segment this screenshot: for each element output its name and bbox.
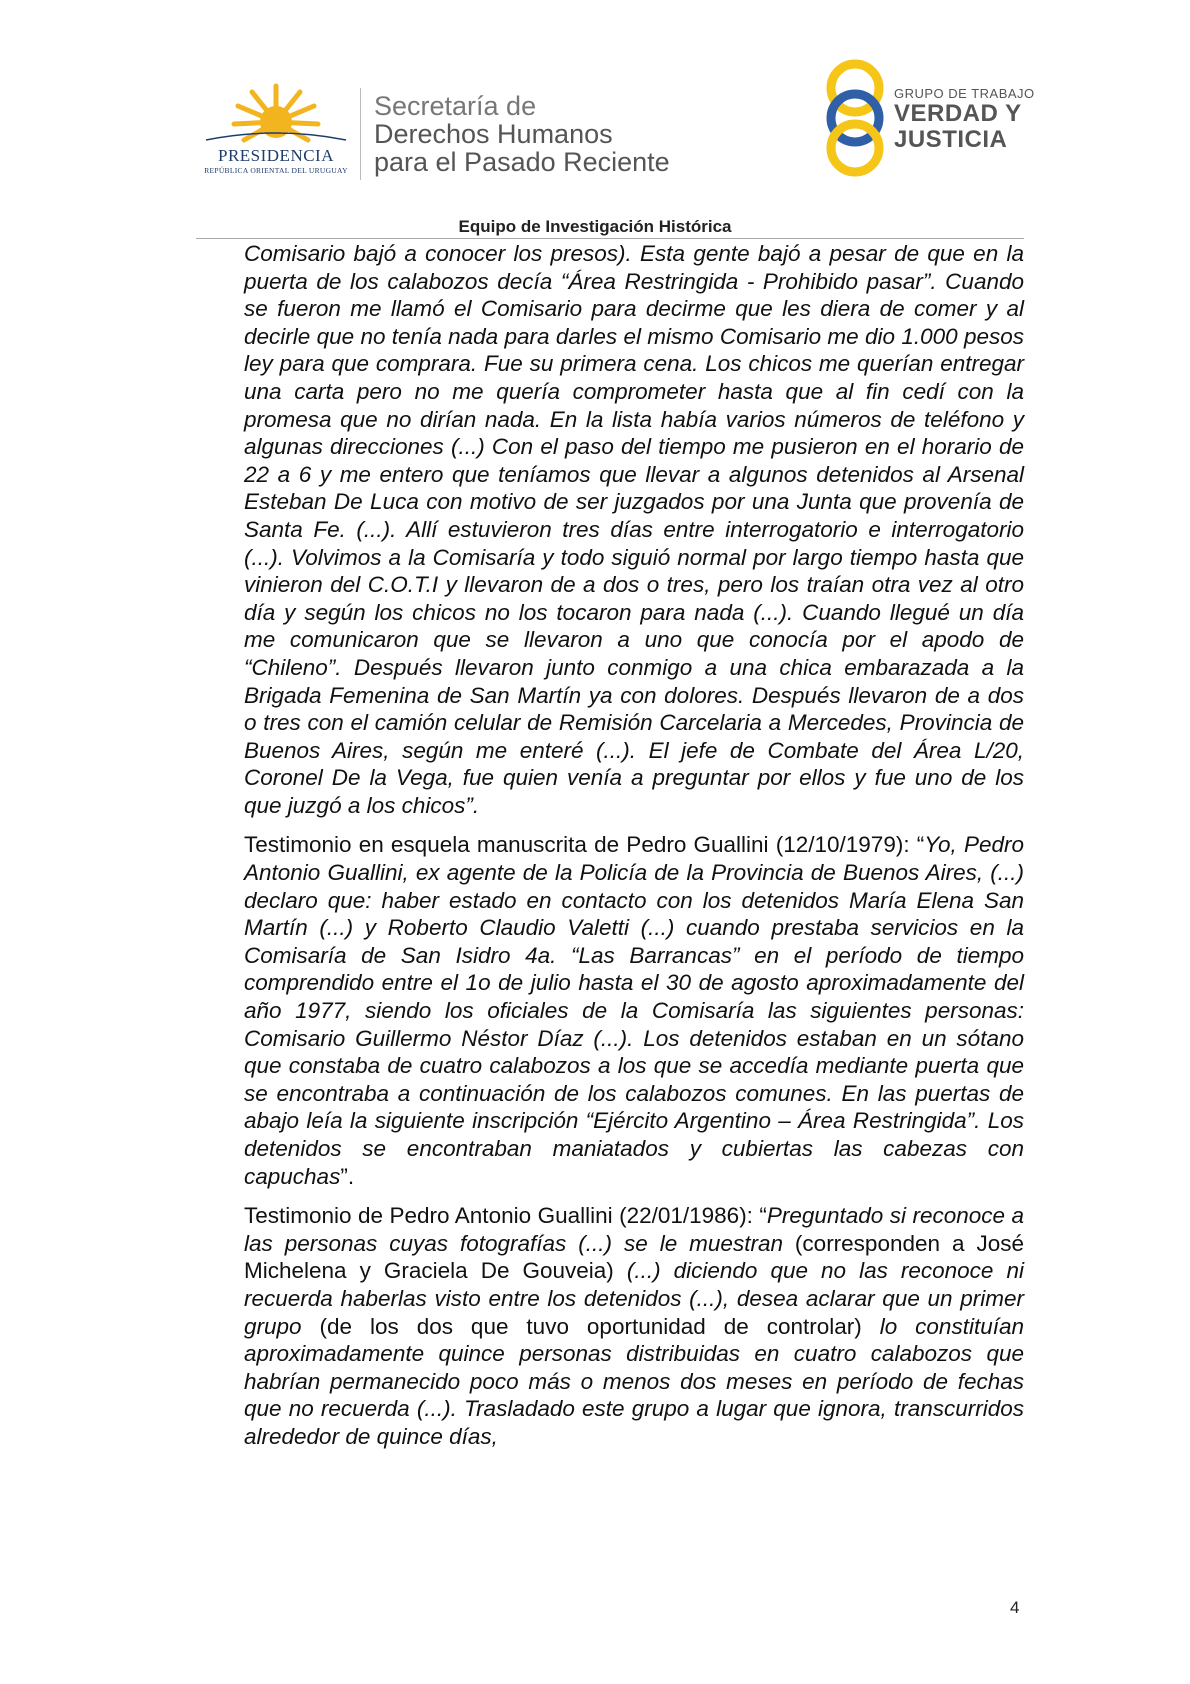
secretaria-line-1: Secretaría de [374,91,537,121]
paragraph-3 [244,1202,1024,1450]
verdad-justicia-logo-icon [820,58,890,178]
paragraph-3-quote-3: lo constituían aproximadamente quince personas distribuidas en cuatro calabozos que habrían permanecido poco más o menos dos meses en período de fechas que no recuerda (...). Trasladado este grupo a lugar que ignora, transcurridos alrededor de quince días, [244,1313,1024,1449]
document-body [244,240,1024,1463]
grupo-trabajo-text [894,86,1035,153]
paragraph-3-quote-2: (...) diciendo que no las reconoce ni recuerda haberlas visto entre los detenidos (...), desea aclarar que un primer grupo [244,1258,1024,1339]
header-divider [360,88,361,180]
secretaria-title [374,92,670,176]
paragraph-2 [244,831,1024,1190]
header-rule [196,238,1024,239]
paragraph-2-intro: Testimonio en esquela manuscrita de Pedro Guallini (12/10/1979): “ [244,832,925,858]
presidencia-sublabel: REPÚBLICA ORIENTAL DEL URUGUAY [204,166,348,175]
verdad-label: VERDAD Y [894,100,1022,127]
secretaria-line-2: Derechos Humanos [374,119,613,149]
grupo-trabajo-label: GRUPO DE TRABAJO [894,86,1035,101]
paragraph-3-note-1: (corresponden a José Michelena y Graciela De Gouveia) [244,1230,1024,1284]
paragraph-3-note-2: (de los dos que tuvo oportunidad de controlar) [301,1313,880,1339]
paragraph-3-intro: Testimonio de Pedro Antonio Guallini (22/01/1986): “ [244,1203,767,1229]
page-number: 4 [1010,1598,1020,1617]
paragraph-1 [244,240,1024,819]
paragraph-3-quote-1: Preguntado si reconoce a las personas cuyas fotografías (...) se le muestran [244,1203,1024,1256]
paragraph-2-quote: Yo, Pedro Antonio Guallini, ex agente de la Policía de la Provincia de Buenos Aires, (...) declaro que: haber estado en contacto con los detenidos María Elena San Martín (...) y Roberto Claudio Valetti (...) cuando prestaba servicios en la Comisaría de San Isidro 4a. “Las Barrancas” en el período de tiempo comprendido entre el 1o de julio hasta el 30 de agosto aproximadamente del año 1977, siendo los oficiales de la Comisaría las siguientes personas: Comisario Guillermo Néstor Díaz (...). Los detenidos estaban en un sótano que constaba de cuatro calabozos a los que se accedía mediante puerta que se encontraba a continuación de los calabozos comunes. En las puertas de abajo leía la siguiente inscripción “Ejército Argentino – Área Restringida”. Los detenidos se encontraban maniatados y cubiertas las cabezas con capuchas [244,832,1024,1189]
team-title: Equipo de Investigación Histórica [458,217,732,236]
page-header [0,0,1190,240]
secretaria-line-3: para el Pasado Reciente [374,147,670,177]
presidencia-label: PRESIDENCIA [217,146,334,165]
justicia-label: JUSTICIA [894,126,1008,153]
paragraph-2-end: ”. [340,1163,355,1189]
paragraph-1-quote: Comisario bajó a conocer los presos). Esta gente bajó a pesar de que en la puerta de los calabozos decía “Área Restringida - Prohibido pasar”. Cuando se fueron me llamó el Comisario para decirme que les diera de comer y al decirle que no tenía nada para darles el mismo Comisario me dio 1.000 pesos ley para que comprara. Fue su primera cena. Los chicos me querían entregar una carta pero no me quería comprometer hasta que al fin cedí con la promesa que no dirían nada. En la lista había varios números de teléfono y algunas direcciones (...) Con el paso del tiempo me pusieron en el horario de 22 a 6 y me entero que teníamos que llevar a algunos detenidos al Arsenal Esteban De Luca con motivo de ser juzgados por una Junta que provenía de Santa Fe. (...). Allí estuvieron tres días entre interrogatorio e interrogatorio (...). Volvimos a la Comisaría y todo siguió normal por largo tiempo hasta que vinieron del C.O.T.I y llevaron de a dos o tres, pero los traían otra vez al otro día y según los chicos no los tocaron para nada (...). Cuando llegué un día me comunicaron que se llevaron a uno que conocía por el apodo de “Chileno”. Después llevaron junto conmigo a una chica embarazada a la Brigada Femenina de San Martín ya con dolores. Después llevaron de a dos o tres con el camión celular de Remisión Carcelaria a Mercedes, Provincia de Buenos Aires, según me enteré (...). El jefe de Combate del Área L/20, Coronel De la Vega, fue quien venía a preguntar por ellos y fue uno de los que juzgó a los chicos”. [244,241,1024,818]
